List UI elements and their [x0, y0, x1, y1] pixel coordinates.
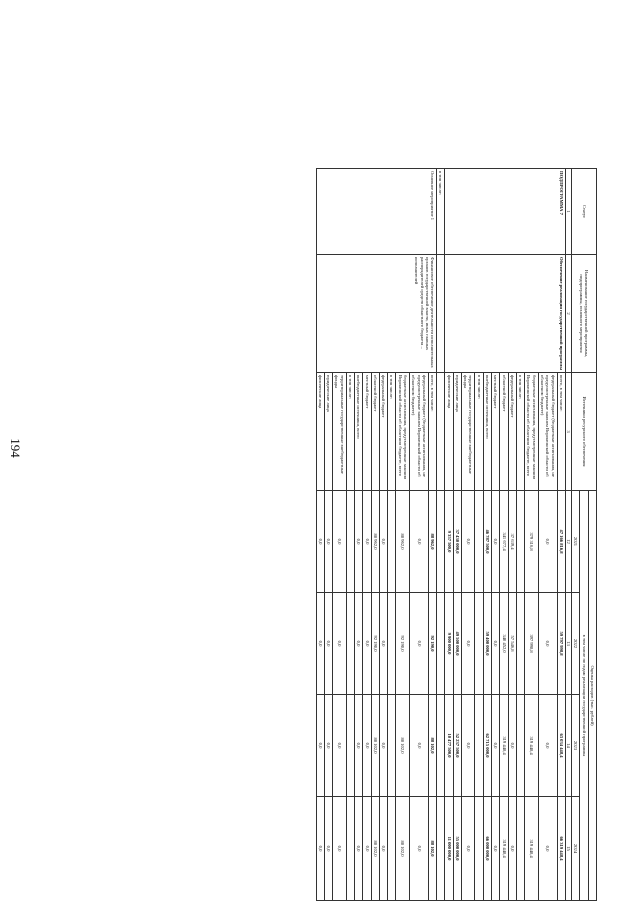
value-cell: 88 962,0 [396, 491, 410, 593]
value-cell [516, 593, 524, 695]
header-estimate-sub: в том числе по годам реализации государственной программы [580, 491, 588, 901]
value-cell [516, 491, 524, 593]
value-cell: 47 166 816,8 [557, 491, 565, 593]
value-cell: 63 034 448,4 [557, 695, 565, 797]
value-cell: 59 797 998,8 [557, 593, 565, 695]
value-cell: 0,0 [324, 491, 332, 593]
value-cell [346, 695, 354, 797]
column-index: 1 [565, 169, 571, 255]
value-cell [475, 491, 483, 593]
value-cell: 88 102,0 [396, 797, 410, 901]
value-cell [475, 797, 483, 901]
value-cell: 0,0 [409, 695, 428, 797]
value-cell: 88 962,0 [428, 491, 436, 593]
value-cell [388, 593, 396, 695]
budget-table [316, 168, 597, 901]
column-index: 13 [565, 593, 571, 695]
value-cell [437, 695, 445, 797]
value-cell: 0,0 [333, 593, 347, 695]
source-cell: местный бюджет [492, 373, 500, 491]
value-cell: 0,0 [409, 797, 428, 901]
value-cell [346, 797, 354, 901]
value-cell: 319 448,4 [500, 797, 508, 901]
value-cell: 0,0 [355, 593, 363, 695]
header-name: Наименование государственной программы, подпрограммы, основного мероприятия [572, 255, 597, 373]
value-cell: 0,0 [333, 695, 347, 797]
value-cell: 0,0 [363, 695, 371, 797]
table-body [316, 169, 565, 901]
value-cell [388, 491, 396, 593]
value-cell: 0,0 [363, 593, 371, 695]
value-cell [516, 797, 524, 901]
value-cell: 0,0 [363, 797, 371, 901]
source-cell: территориальные государственные внебюджетные фонды [333, 373, 347, 491]
value-cell: 37 639,4 [508, 491, 516, 593]
value-cell: 0,0 [316, 797, 324, 901]
column-index-row [565, 169, 571, 901]
value-cell: 0,0 [538, 797, 557, 901]
value-cell: 0,0 [409, 593, 428, 695]
header-year: 2022 [572, 593, 580, 695]
value-cell: 0,0 [324, 797, 332, 901]
value-cell: 52 237 500,0 [453, 695, 461, 797]
value-cell [346, 593, 354, 695]
value-cell: 0,0 [316, 695, 324, 797]
column-index: 2 [565, 255, 571, 373]
value-cell: 66 319 448,4 [557, 797, 565, 901]
value-cell: 88 102,0 [428, 695, 436, 797]
value-cell: 0,0 [409, 491, 428, 593]
value-cell: 0,0 [508, 797, 516, 901]
status-cell: ПОДПРОГРАММА 7 [445, 169, 566, 255]
value-cell [475, 593, 483, 695]
value-cell: 88 962,0 [371, 491, 379, 593]
header-status: Статус [572, 169, 597, 255]
value-cell: 0,0 [355, 797, 363, 901]
value-cell: 0,0 [461, 593, 475, 695]
value-cell [437, 491, 445, 593]
budget-table-rotated [70, 168, 597, 900]
value-cell: 55 000 000,0 [453, 797, 461, 901]
value-cell: 0,0 [363, 491, 371, 593]
value-cell: 0,0 [538, 593, 557, 695]
value-cell [437, 797, 445, 901]
value-cell: 49 500 000,0 [453, 593, 461, 695]
value-cell: 92 190,0 [396, 593, 410, 695]
source-cell: федеральный бюджет [508, 373, 516, 491]
source-cell: всего, в том числе: [428, 373, 436, 491]
table-row [428, 169, 436, 901]
value-cell: 9 900 000,0 [445, 593, 453, 695]
value-cell: 59 400 000,0 [483, 593, 491, 695]
value-cell: 379 316,8 [525, 491, 539, 593]
source-cell: физические лица [445, 373, 453, 491]
value-cell: 88 102,0 [396, 695, 410, 797]
header-year: 2023 [572, 695, 580, 797]
header-year: 2024 [572, 797, 580, 901]
value-cell: 66 000 000,0 [483, 797, 491, 901]
source-cell: бюджетные ассигнования, предусмотренные законом Воронежской области об областном бюджете, всего [396, 373, 410, 491]
source-cell [437, 373, 445, 491]
value-cell: 57 546,8 [508, 593, 516, 695]
column-index: 3 [565, 373, 571, 491]
source-cell: в том числе: [388, 373, 396, 491]
header-source: Источники ресурсного обеспечения [572, 373, 597, 491]
source-cell: внебюджетные источники, всего [483, 373, 491, 491]
column-index: 15 [565, 797, 571, 901]
value-cell: 319 448,4 [525, 797, 539, 901]
value-cell [388, 695, 396, 797]
value-cell: 0,0 [379, 491, 387, 593]
value-cell: 0,0 [324, 593, 332, 695]
source-cell: всего, в том числе: [557, 373, 565, 491]
header-estimate: Оценка расходов (тыс. рублей) [588, 491, 596, 901]
source-cell: территориальные государственные внебюджетные фонды [461, 373, 475, 491]
value-cell: 10 477 500,0 [445, 695, 453, 797]
source-cell: федеральный бюджет (бюджетные ассигнования, не предусмотренные законом Воронежской области об областном бюджете) [538, 373, 557, 491]
value-cell: 0,0 [508, 695, 516, 797]
value-cell: 0,0 [333, 491, 347, 593]
table-row [557, 169, 565, 901]
value-cell: 37 430 000,0 [453, 491, 461, 593]
page-number: 194 [8, 438, 23, 458]
name-cell: Финансовое обеспечение деятельности исполнительных органов государственной власти, иных главных распорядителей средств областного бюджета – исполнителей [316, 255, 437, 373]
value-cell: 0,0 [492, 695, 500, 797]
name-cell: Обеспечение реализации государственной программы [445, 255, 566, 373]
source-cell: федеральный бюджет (бюджетные ассигнования, не предусмотренные законом Воронежской области об областном бюджете) [409, 373, 428, 491]
value-cell [437, 593, 445, 695]
source-cell: местный бюджет [363, 373, 371, 491]
source-cell: юридические лица [324, 373, 332, 491]
value-cell: 0,0 [492, 593, 500, 695]
source-cell: областной бюджет [371, 373, 379, 491]
value-cell: 0,0 [492, 797, 500, 901]
value-cell: 92 190,0 [428, 593, 436, 695]
value-cell: 0,0 [355, 491, 363, 593]
value-cell: 341 677,4 [500, 491, 508, 593]
value-cell: 62 715 000,0 [483, 695, 491, 797]
column-index: 12 [565, 491, 571, 593]
source-cell: федеральный бюджет [379, 373, 387, 491]
source-cell: областной бюджет [500, 373, 508, 491]
value-cell: 0,0 [316, 593, 324, 695]
value-cell: 0,0 [355, 695, 363, 797]
value-cell: 0,0 [379, 797, 387, 901]
value-cell [388, 797, 396, 901]
value-cell: 340 452,0 [500, 593, 508, 695]
value-cell: 0,0 [324, 695, 332, 797]
value-cell: 0,0 [316, 491, 324, 593]
value-cell: 0,0 [379, 695, 387, 797]
value-cell: 0,0 [492, 491, 500, 593]
value-cell: 88 102,0 [371, 695, 379, 797]
value-cell: 0,0 [538, 491, 557, 593]
status-cell: в том числе: [437, 169, 445, 255]
value-cell [516, 695, 524, 797]
value-cell: 0,0 [333, 797, 347, 901]
value-cell [475, 695, 483, 797]
source-cell: юридические лица [453, 373, 461, 491]
table-row [437, 169, 445, 901]
source-cell: в том числе: [516, 373, 524, 491]
value-cell: 319 448,4 [525, 695, 539, 797]
value-cell: 0,0 [461, 695, 475, 797]
source-cell: бюджетные ассигнования, предусмотренные законом Воронежской области об областном бюджете, всего [525, 373, 539, 491]
value-cell: 88 102,0 [371, 797, 379, 901]
source-cell: внебюджетные источники, всего [355, 373, 363, 491]
value-cell: 319 448,4 [500, 695, 508, 797]
value-cell: 0,0 [538, 695, 557, 797]
column-index: 14 [565, 695, 571, 797]
source-cell: в том числе: [346, 373, 354, 491]
status-cell: Основное мероприятие 1 [316, 169, 437, 255]
name-cell [437, 255, 445, 373]
value-cell: 397 998,8 [525, 593, 539, 695]
value-cell: 46 787 500,0 [483, 491, 491, 593]
source-cell: в том числе: [475, 373, 483, 491]
header-year: 2021 [572, 491, 580, 593]
source-cell: физические лица [316, 373, 324, 491]
value-cell: 0,0 [379, 593, 387, 695]
value-cell: 11 000 000,0 [445, 797, 453, 901]
value-cell [346, 491, 354, 593]
value-cell: 88 102,0 [428, 797, 436, 901]
value-cell: 92 190,0 [371, 593, 379, 695]
value-cell: 0,0 [461, 797, 475, 901]
value-cell: 0,0 [461, 491, 475, 593]
value-cell: 9 357 500,0 [445, 491, 453, 593]
